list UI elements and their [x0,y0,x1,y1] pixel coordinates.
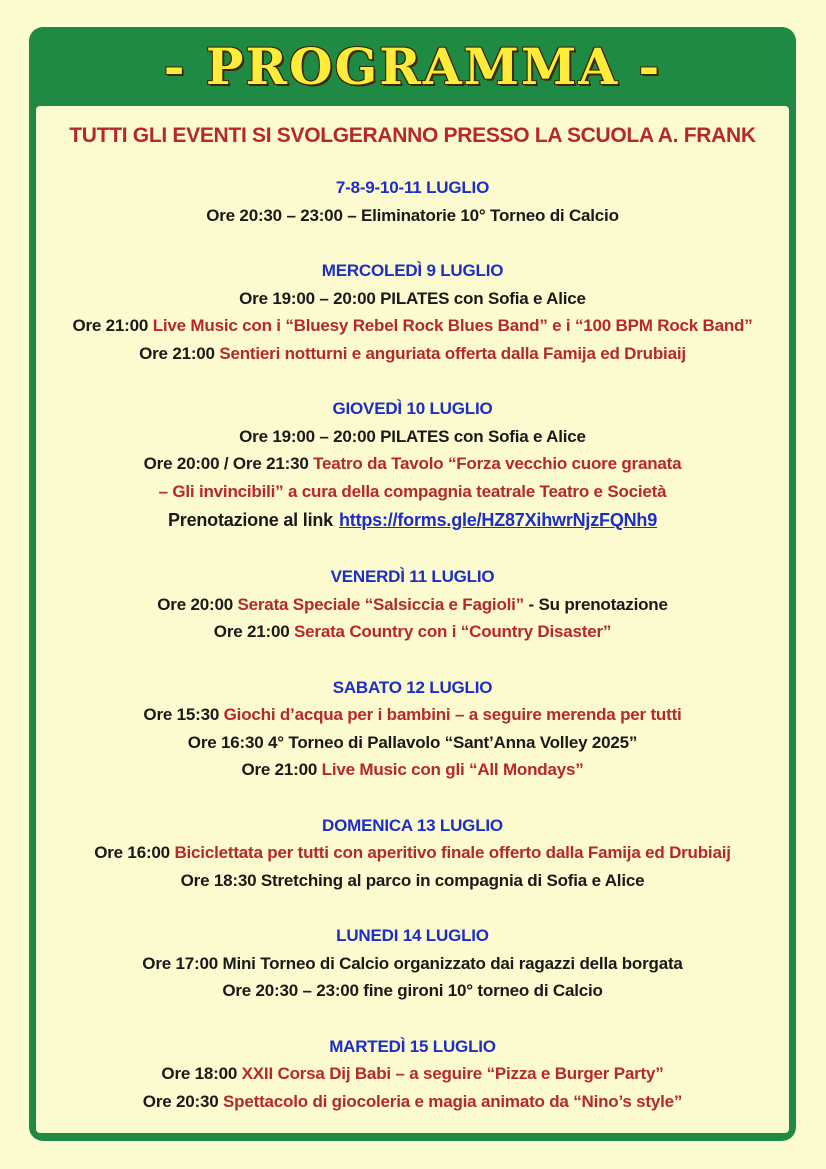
event-time: Ore 19:00 – 20:00 PILATES con Sofia e Alice [239,288,586,308]
program-day [36,922,789,1005]
event-line [36,867,789,895]
event-line [36,756,789,784]
event-time: Ore 16:00 [94,843,170,862]
day-date: VENERDÌ 11 LUGLIO [330,567,495,586]
event-title: Biciclettata per tutti con aperitivo finale offerto dalla Famija ed Drubiaij [174,843,731,862]
event-time: Ore 21:00 [139,343,215,363]
event-time: Ore 16:30 4° Torneo di Pallavolo “Sant’Anna Volley 2025” [187,732,638,752]
event-line [36,729,789,757]
event-line [36,202,789,230]
event-title: Sentieri notturni e anguriata offerta dalla Famija ed Drubiaij [219,343,686,363]
program-day [36,1033,789,1116]
event-title: Live Music con gli “All Mondays” [321,760,584,779]
event-line [36,591,789,619]
event-title: Serata Country con i “Country Disaster” [294,622,612,641]
event-title: Teatro da Tavolo “Forza vecchio cuore granata [313,454,682,473]
program-day [36,812,789,895]
day-date: 7-8-9-10-11 LUGLIO [335,178,490,197]
event-line [36,423,789,451]
booking-link[interactable]: https://forms.gle/HZ87XihwrNjzFQNh9 [339,510,658,530]
event-time: Ore 20:30 – 23:00 – Eliminatorie 10° Torneo di Calcio [206,205,619,225]
event-time: Ore 21:00 [72,316,149,335]
event-title: Serata Speciale “Salsiccia e Fagioli” [237,594,524,614]
event-line [36,618,789,646]
day-date: SABATO 12 LUGLIO [332,677,493,697]
event-title: Spettacolo di giocoleria e magia animato da “Nino’s style” [223,1091,683,1111]
event-time: Ore 17:00 Mini Torneo di Calcio organizzato dai ragazzi della borgata [142,953,683,973]
event-note: - Su prenotazione [528,594,668,614]
day-date: MARTEDÌ 15 LUGLIO [329,1036,496,1056]
event-line [36,478,789,506]
event-line [36,450,789,478]
program-day [36,563,789,646]
event-line [36,1088,789,1116]
event-time: Ore 20:00 / Ore 21:30 [143,454,309,473]
booking-line [36,505,789,535]
event-line [36,1060,789,1088]
day-date: LUNEDI 14 LUGLIO [336,926,489,945]
event-time: Ore 18:00 [161,1064,238,1083]
event-time: Ore 18:30 Stretching al parco in compagnia di Sofia e Alice [180,870,645,890]
event-time: Ore 21:00 [213,622,290,641]
event-time: Ore 20:30 – 23:00 fine gironi 10° torneo di Calcio [222,981,603,1000]
event-line [36,839,789,867]
program-list [36,174,789,1143]
program-day [36,174,789,229]
event-line [36,977,789,1005]
day-date: GIOVEDÌ 10 LUGLIO [332,399,493,418]
event-time: Ore 19:00 – 20:00 PILATES con Sofia e Alice [239,426,586,446]
page-title: - PROGRAMMA - [163,37,662,96]
program-day [36,257,789,367]
location-subtitle: TUTTI GLI EVENTI SI SVOLGERANNO PRESSO LA SCUOLA A. FRANK [69,124,756,147]
event-line [36,950,789,978]
event-time: Ore 20:30 [142,1091,219,1111]
program-day [36,674,789,784]
event-time: Ore 21:00 [241,760,318,779]
event-title: XXII Corsa Dij Babi – a seguire “Pizza e Burger Party” [241,1064,664,1083]
event-line [36,340,789,368]
event-title: Live Music con i “Bluesy Rebel Rock Blues Band” e i “100 BPM Rock Band” [152,316,753,335]
event-line [36,701,789,729]
event-time: Ore 15:30 [143,705,220,724]
event-line [36,312,789,340]
event-title: – Gli invincibili” a cura della compagnia teatrale Teatro e Società [158,481,667,501]
program-day [36,395,789,535]
event-line [36,285,789,313]
day-date: DOMENICA 13 LUGLIO [322,815,503,835]
event-time: Ore 20:00 [157,594,233,614]
booking-label: Prenotazione al link [167,510,333,530]
day-date: MERCOLEDÌ 9 LUGLIO [321,261,504,280]
event-title: Giochi d’acqua per i bambini – a seguire merenda per tutti [223,705,682,724]
